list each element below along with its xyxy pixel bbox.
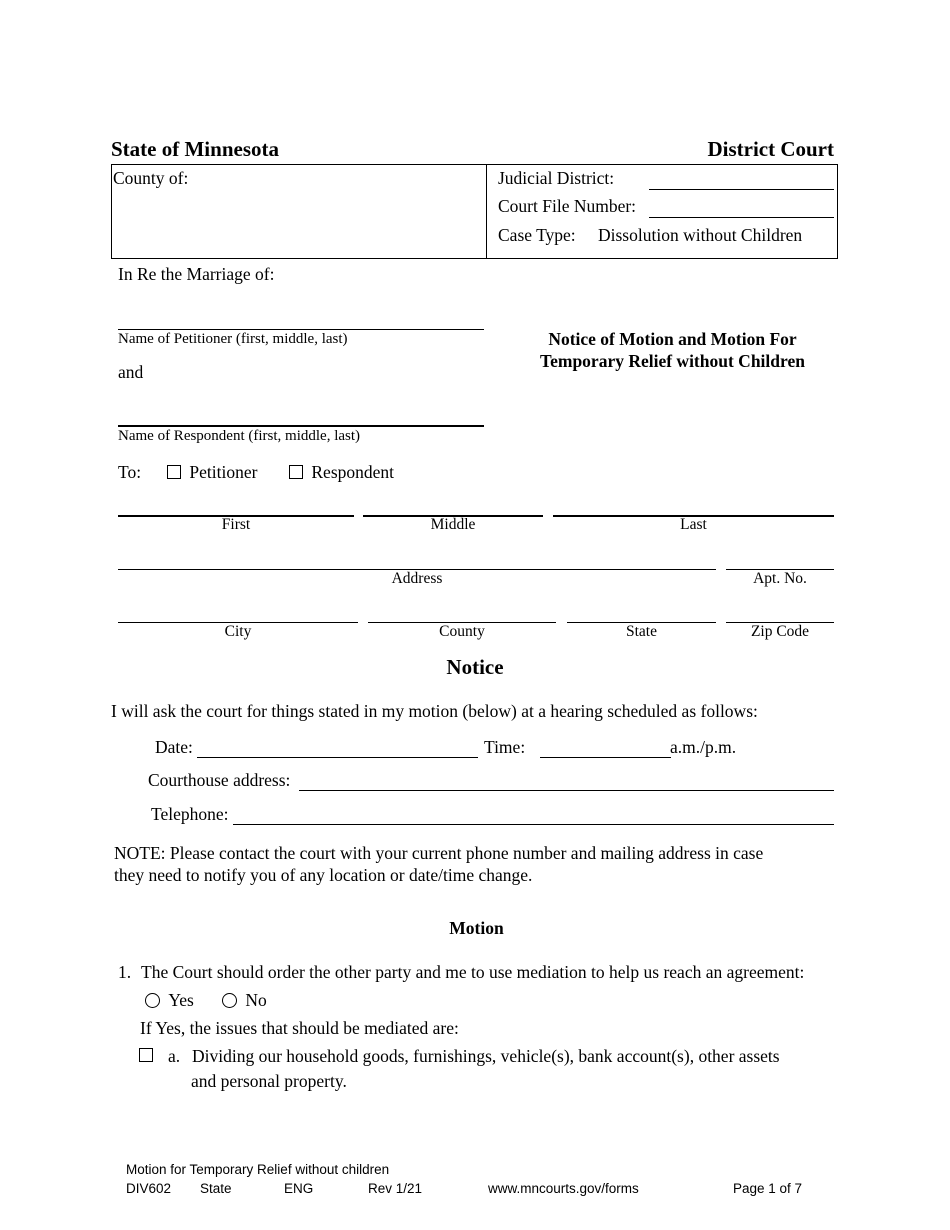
case-type-value: Dissolution without Children [598, 225, 803, 245]
respondent-name-field[interactable] [118, 425, 484, 427]
item-a-line2: and personal property. [191, 1071, 347, 1091]
yes-radio[interactable] [145, 993, 160, 1008]
footer-url[interactable]: www.mncourts.gov/forms [488, 1181, 639, 1196]
notice-heading: Notice [446, 655, 504, 679]
mediation-no-option[interactable] [222, 990, 267, 1011]
yes-label: Yes [168, 990, 194, 1010]
item1-text: The Court should order the other party and me to use mediation to help us reach an agreement: [141, 962, 805, 982]
footer-form-id: DIV602 [126, 1181, 172, 1196]
footer-page-number: Page 1 of 7 [733, 1181, 803, 1196]
court-file-field[interactable] [649, 217, 834, 218]
last-name-label: Last [680, 516, 707, 533]
county-label: County of: [113, 168, 189, 188]
motion-heading: Motion [449, 918, 504, 938]
to-respondent-option[interactable] [289, 462, 394, 483]
footer-jurisdiction: State [200, 1181, 232, 1196]
item-a-checkbox-wrap[interactable] [139, 1048, 153, 1066]
item1-number: 1. [118, 962, 132, 982]
no-label: No [245, 990, 267, 1010]
date-field[interactable] [197, 757, 478, 758]
notice-intro: I will ask the court for things stated in my motion (below) at a hearing scheduled as follows: [111, 701, 758, 721]
petitioner-checkbox[interactable] [167, 465, 181, 479]
first-name-label: First [221, 516, 251, 533]
respondent-name-label: Name of Respondent (first, middle, last) [118, 428, 361, 444]
telephone-field[interactable] [233, 824, 834, 825]
petitioner-name-label: Name of Petitioner (first, middle, last) [118, 331, 348, 347]
to-label: To: [118, 462, 142, 482]
mediation-yes-option[interactable] [145, 990, 194, 1011]
court-heading: District Court [707, 137, 834, 161]
item-a-letter: a. [168, 1046, 181, 1066]
state-label: State [626, 623, 657, 640]
address-label: Address [391, 570, 443, 587]
in-re-text: In Re the Marriage of: [118, 264, 275, 284]
note-line1: NOTE: Please contact the court with your current phone number and mailing address in case [114, 843, 764, 863]
respondent-checkbox[interactable] [289, 465, 303, 479]
no-radio[interactable] [222, 993, 237, 1008]
note-line2: they need to notify you of any location or date/time change. [114, 865, 533, 885]
footer-language: ENG [284, 1181, 314, 1196]
and-text: and [118, 362, 144, 382]
respondent-option-label: Respondent [311, 462, 395, 482]
judicial-district-label: Judicial District: [498, 168, 615, 188]
middle-name-label: Middle [430, 516, 476, 533]
time-field[interactable] [540, 757, 671, 758]
judicial-district-field[interactable] [649, 189, 834, 190]
footer-revision: Rev 1/21 [368, 1181, 423, 1196]
petitioner-option-label: Petitioner [189, 462, 258, 482]
courthouse-field[interactable] [299, 790, 834, 791]
court-file-label: Court File Number: [498, 196, 637, 216]
time-label: Time: [484, 737, 526, 757]
date-label: Date: [155, 737, 193, 757]
city-label: City [224, 623, 252, 640]
if-yes-text: If Yes, the issues that should be mediated are: [140, 1018, 459, 1038]
to-petitioner-option[interactable] [167, 462, 257, 483]
county-label-field: County [439, 623, 485, 640]
document-title-line1: Notice of Motion and Motion For [548, 329, 797, 349]
document-title-line2: Temporary Relief without Children [540, 351, 805, 371]
telephone-label: Telephone: [151, 804, 229, 824]
zip-label: Zip Code [750, 623, 810, 640]
item-a-line1: Dividing our household goods, furnishings, vehicle(s), bank account(s), other assets [192, 1046, 780, 1066]
footer-form-title: Motion for Temporary Relief without children [126, 1162, 390, 1177]
case-type-label: Case Type: [498, 225, 576, 245]
state-heading: State of Minnesota [111, 137, 279, 161]
item-a-checkbox[interactable] [139, 1048, 153, 1062]
apt-label: Apt. No. [753, 570, 807, 587]
courthouse-label: Courthouse address: [148, 770, 291, 790]
ampm-label: a.m./p.m. [670, 737, 737, 757]
petitioner-name-field[interactable] [118, 329, 484, 330]
caption-divider [486, 165, 487, 258]
